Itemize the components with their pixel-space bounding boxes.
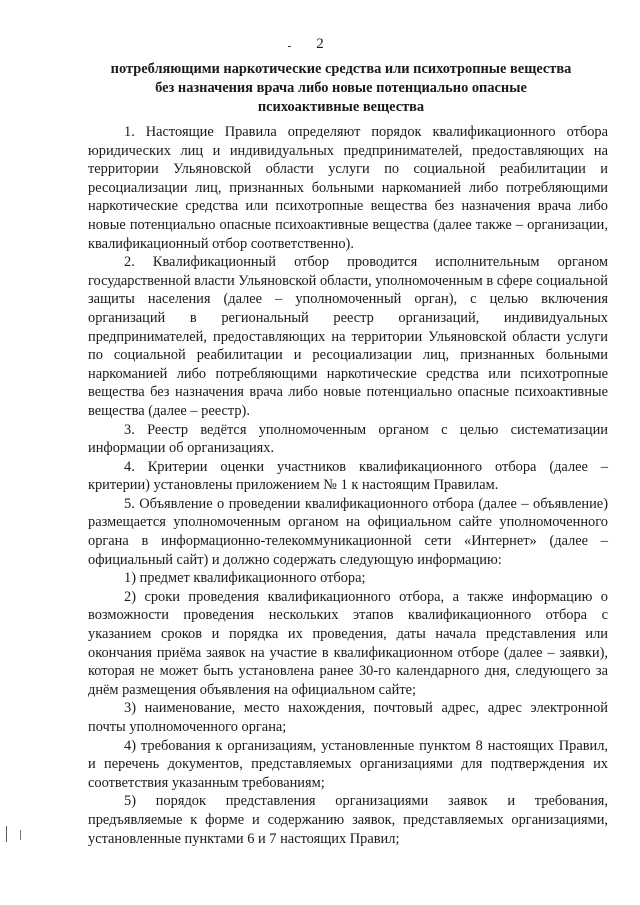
section-heading [86, 60, 596, 117]
list-item-4: 4) требования к организациям, установленные пунктом 8 настоящих Правил, и перечень документов, представляемых организациями для подтверждения их соответствия указанным требованиям; [88, 737, 608, 791]
list-item-3: 3) наименование, место нахождения, почтовый адрес, адрес электронной почты уполномоченного органа; [88, 700, 608, 735]
list-item-5: 5) порядок представления организациями заявок и требования, предъявляемые к форме и содержанию заявок, представляемых организациями, установленные пунктами 6 и 7 настоящих Правил; [88, 793, 608, 847]
binding-hole-mark [20, 830, 21, 840]
document-body [88, 123, 608, 848]
heading-line: потребляющими наркотические средства или психотропные вещества [110, 61, 572, 77]
list-item-2: 2) сроки проведения квалификационного отбора, а также информацию о возможности проведения нескольких этапов квалификационного отбора с указанием сроков и порядка их проведения, даты начала представления или окончания приёма заявок на участие в квалификационном отборе (далее – заявки), которая не может быть установлена ранее 30-го календарного дня, следующего за днём размещения объявления на официальном сайте; [88, 588, 608, 698]
list-item-1: 1) предмет квалификационного отбора; [124, 570, 366, 587]
paragraph-3: 3. Реестр ведётся уполномоченным органом с целью систематизации информации об организациях. [88, 421, 608, 457]
paragraph-1: 1. Настоящие Правила определяют порядок квалификационного отбора юридических лиц и индивидуальных предпринимателей, предоставляющих на территории Ульяновской области услуги по социальной реабилитации и ресоциализации лиц, признанных больными наркоманией либо потребляющими наркотические средства или психотропные вещества без назначения врача либо новые потенциально опасные психоактивные вещества (далее также – организации, квалификационный отбор соответственно). [88, 124, 608, 252]
paragraph-2: 2. Квалификационный отбор проводится исполнительным органом государственной власти Ульяновской области, уполномоченным в сфере социальной защиты населения (далее – уполномоченный орган), с целью включения организаций в региональный реестр организаций, индивидуальных предпринимателей, предоставляющих на территории Ульяновской области услуги по социальной реабилитации и ресоциализации лиц, признанных больными наркоманией либо потребляющими наркотические средства или психотропные вещества без назначения врача либо новые потенциально опасные психоактивные вещества (далее – реестр). [88, 254, 609, 419]
paragraph-5: 5. Объявление о проведении квалификационного отбора (далее – объявление) размещается уполномоченным органом на официальном сайте уполномоченного органа в информационно-телекоммуникационной сети «Интернет» (далее – официальный сайт) и должно содержать следующую информацию: [88, 495, 608, 568]
heading-line: без назначения врача либо новые потенциально опасные [155, 80, 527, 96]
page-number: 2 [316, 36, 324, 52]
heading-line: психоактивные вещества [257, 99, 425, 115]
binding-hole-mark [6, 826, 7, 842]
paragraph-4: 4. Критерии оценки участников квалификационного отбора (далее – критерии) установлены приложением № 1 к настоящим Правилам. [88, 458, 608, 494]
